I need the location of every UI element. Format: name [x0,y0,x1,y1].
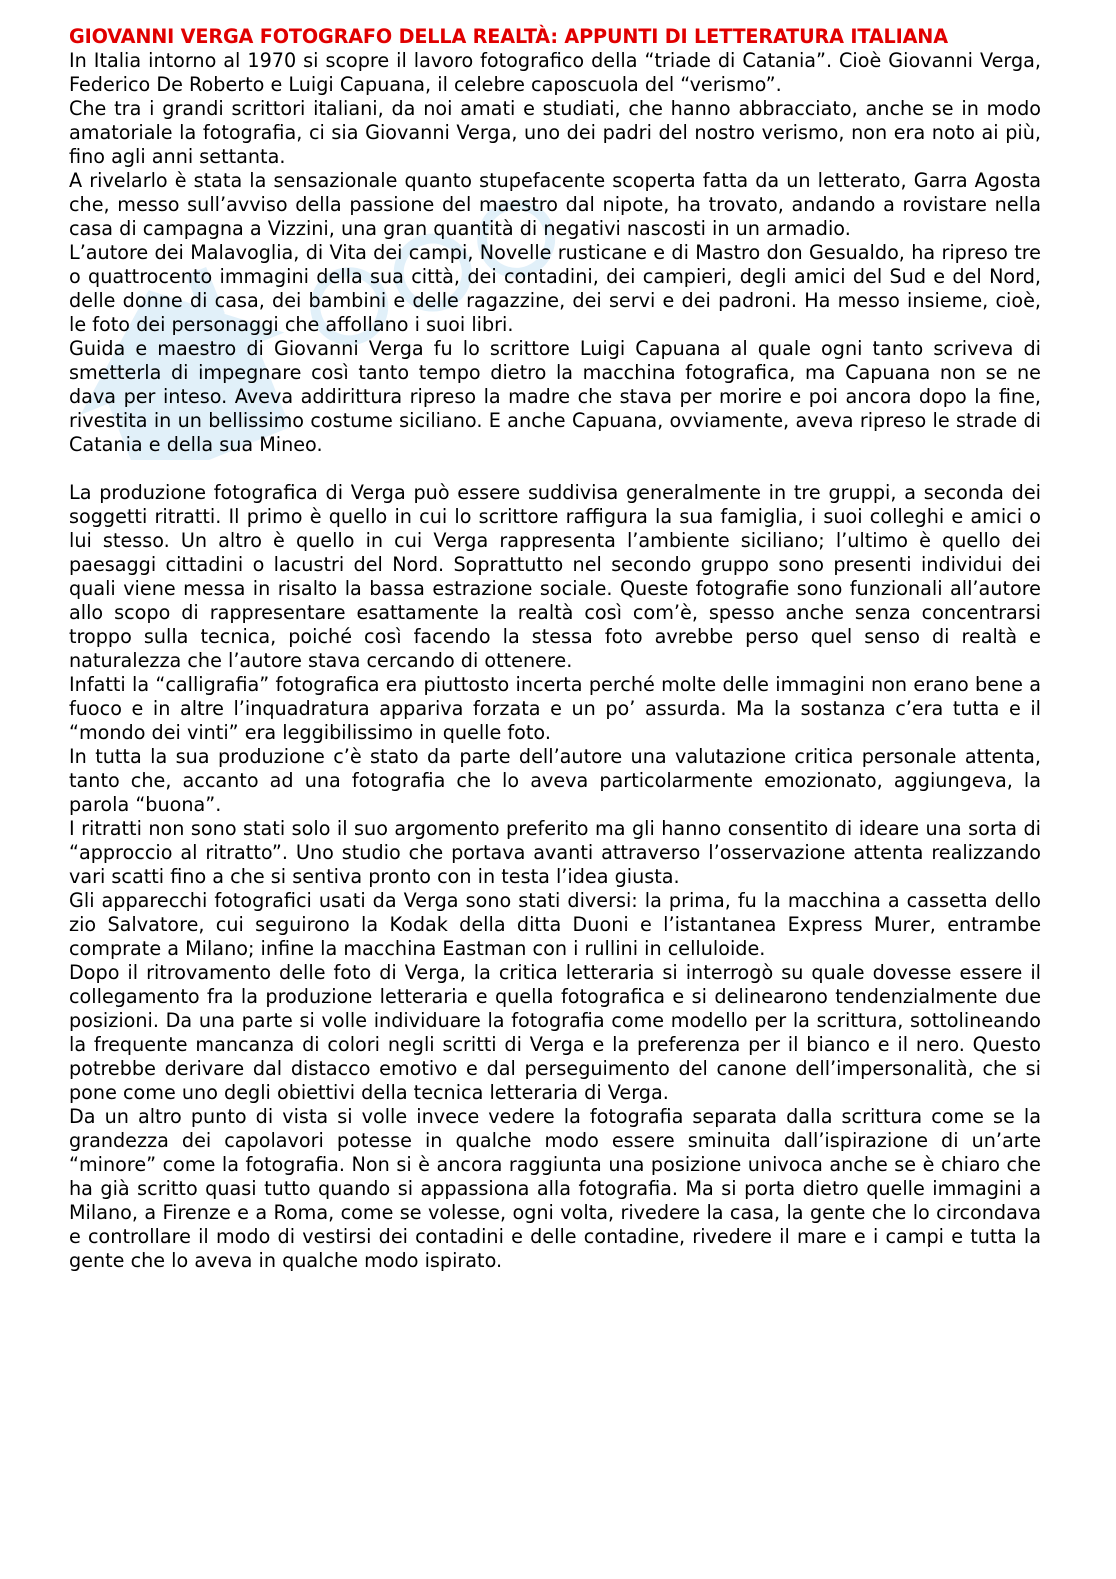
paragraph: L’autore dei Malavoglia, di Vita dei campi, Novelle rusticane e di Mastro don Gesualdo, ha ripreso tre o quattrocento immagini della sua città, dei contadini, dei campieri, degli amici del Sud e del Nord, delle donne di casa, dei bambini e delle ragazzine, dei servi e dei padroni. Ha messo insieme, cioè, le foto dei personaggi che affollano i suoi libri. [69,241,1041,336]
paragraph: I ritratti non sono stati solo il suo argomento preferito ma gli hanno consentito di ideare una sorta di “approccio al ritratto”. Uno studio che portava avanti attraverso l’osservazione attenta realizzando vari scatti fino a che si sentiva pronto con in testa l’idea giusta. [69,817,1041,888]
paragraph: In tutta la sua produzione c’è stato da parte dell’autore una valutazione critica personale attenta, tanto che, accanto ad una fotografia che lo aveva particolarmente emozionato, aggiungeva, la parola “buona”. [69,745,1041,816]
paragraph: Dopo il ritrovamento delle foto di Verga, la critica letteraria si interrogò su quale dovesse essere il collegamento fra la produzione letteraria e quella fotografica e si delinearono tendenzialmente due posizioni. Da una parte si volle individuare la fotografia come modello per la scrittura, sottolineando la frequente mancanza di colori negli scritti di Verga e la preferenza per il bianco e il nero. Questo potrebbe derivare dal distacco emotivo e dal perseguimento del canone dell’impersonalità, che si pone come uno degli obiettivi della tecnica letteraria di Verga. [69,961,1041,1104]
paragraph: Da un altro punto di vista si volle invece vedere la fotografia separata dalla scrittura come se la grandezza dei capolavori potesse in qualche modo essere sminuita dall’ispirazione di un’arte “minore” come la fotografia. Non si è ancora raggiunta una posizione univoca anche se è chiaro che ha già scritto quasi tutto quando si appassiona alla fotografia. Ma si porta dietro quelle immagini a Milano, a Firenze e a Roma, come se volesse, ogni volta, rivedere la casa, la gente che lo circondava e controllare il modo di vestirsi dei contadini e delle contadine, rivedere il mare e i campi e tutta la gente che lo aveva in qualche modo ispirato. [69,1105,1041,1272]
paragraph: Infatti la “calligrafia” fotografica era piuttosto incerta perché molte delle immagini non erano bene a fuoco e in altre l’inquadratura appariva forzata e un po’ assurda. Ma la sostanza c’era tutta e il “mondo dei vinti” era leggibilissimo in quelle foto. [69,673,1041,744]
document-title: GIOVANNI VERGA FOTOGRAFO DELLA REALTÀ: APPUNTI DI LETTERATURA ITALIANA [69,25,948,48]
paragraph: In Italia intorno al 1970 si scopre il lavoro fotografico della “triade di Catania”. Cioè Giovanni Verga, Federico De Roberto e Luigi Capuana, il celebre caposcuola del “verismo”. [69,49,1041,96]
paragraph: Gli apparecchi fotografici usati da Verga sono stati diversi: la prima, fu la macchina a cassetta dello zio Salvatore, cui seguirono la Kodak della ditta Duoni e l’istantanea Express Murer, entrambe comprate a Milano; infine la macchina Eastman con i rullini in celluloide. [69,889,1041,960]
paragraph: La produzione fotografica di Verga può essere suddivisa generalmente in tre gruppi, a seconda dei soggetti ritratti. Il primo è quello in cui lo scrittore raffigura la sua famiglia, i suoi colleghi e amici o lui stesso. Un altro è quello in cui Verga rappresenta l’ambiente siciliano; l’ultimo è quello dei paesaggi cittadini o lacustri del Nord. Soprattutto nel secondo gruppo sono presenti individui dei quali viene messa in risalto la bassa estrazione sociale. Queste fotografie sono funzionali all’autore allo scopo di rappresentare esattamente la realtà così com’è, spesso anche senza concentrarsi troppo sulla tecnica, poiché così facendo la stessa foto avrebbe perso quel senso di realtà e naturalezza che l’autore stava cercando di ottenere. [69,481,1041,672]
paragraph: Che tra i grandi scrittori italiani, da noi amati e studiati, che hanno abbracciato, anche se in modo amatoriale la fotografia, ci sia Giovanni Verga, uno dei padri del nostro verismo, non era noto ai più, fino agli anni settanta. [69,97,1041,168]
paragraph: A rivelarlo è stata la sensazionale quanto stupefacente scoperta fatta da un letterato, Garra Agosta che, messo sull’avviso della passione del maestro dal nipote, ha trovato, andando a rovistare nella casa di campagna a Vizzini, una gran quantità di negativi nascosti in un armadio. [69,169,1041,240]
document-page [69,25,1041,1273]
paragraph-spacer [69,457,1041,481]
paragraph: Guida e maestro di Giovanni Verga fu lo scrittore Luigi Capuana al quale ogni tanto scriveva di smetterla di impegnare così tanto tempo dietro la macchina fotografica, ma Capuana non se ne dava per inteso. Aveva addirittura ripreso la madre che stava per morire e poi ancora dopo la fine, rivestita in un bellissimo costume siciliano. E anche Capuana, ovviamente, aveva ripreso le strade di Catania e della sua Mineo. [69,337,1041,456]
